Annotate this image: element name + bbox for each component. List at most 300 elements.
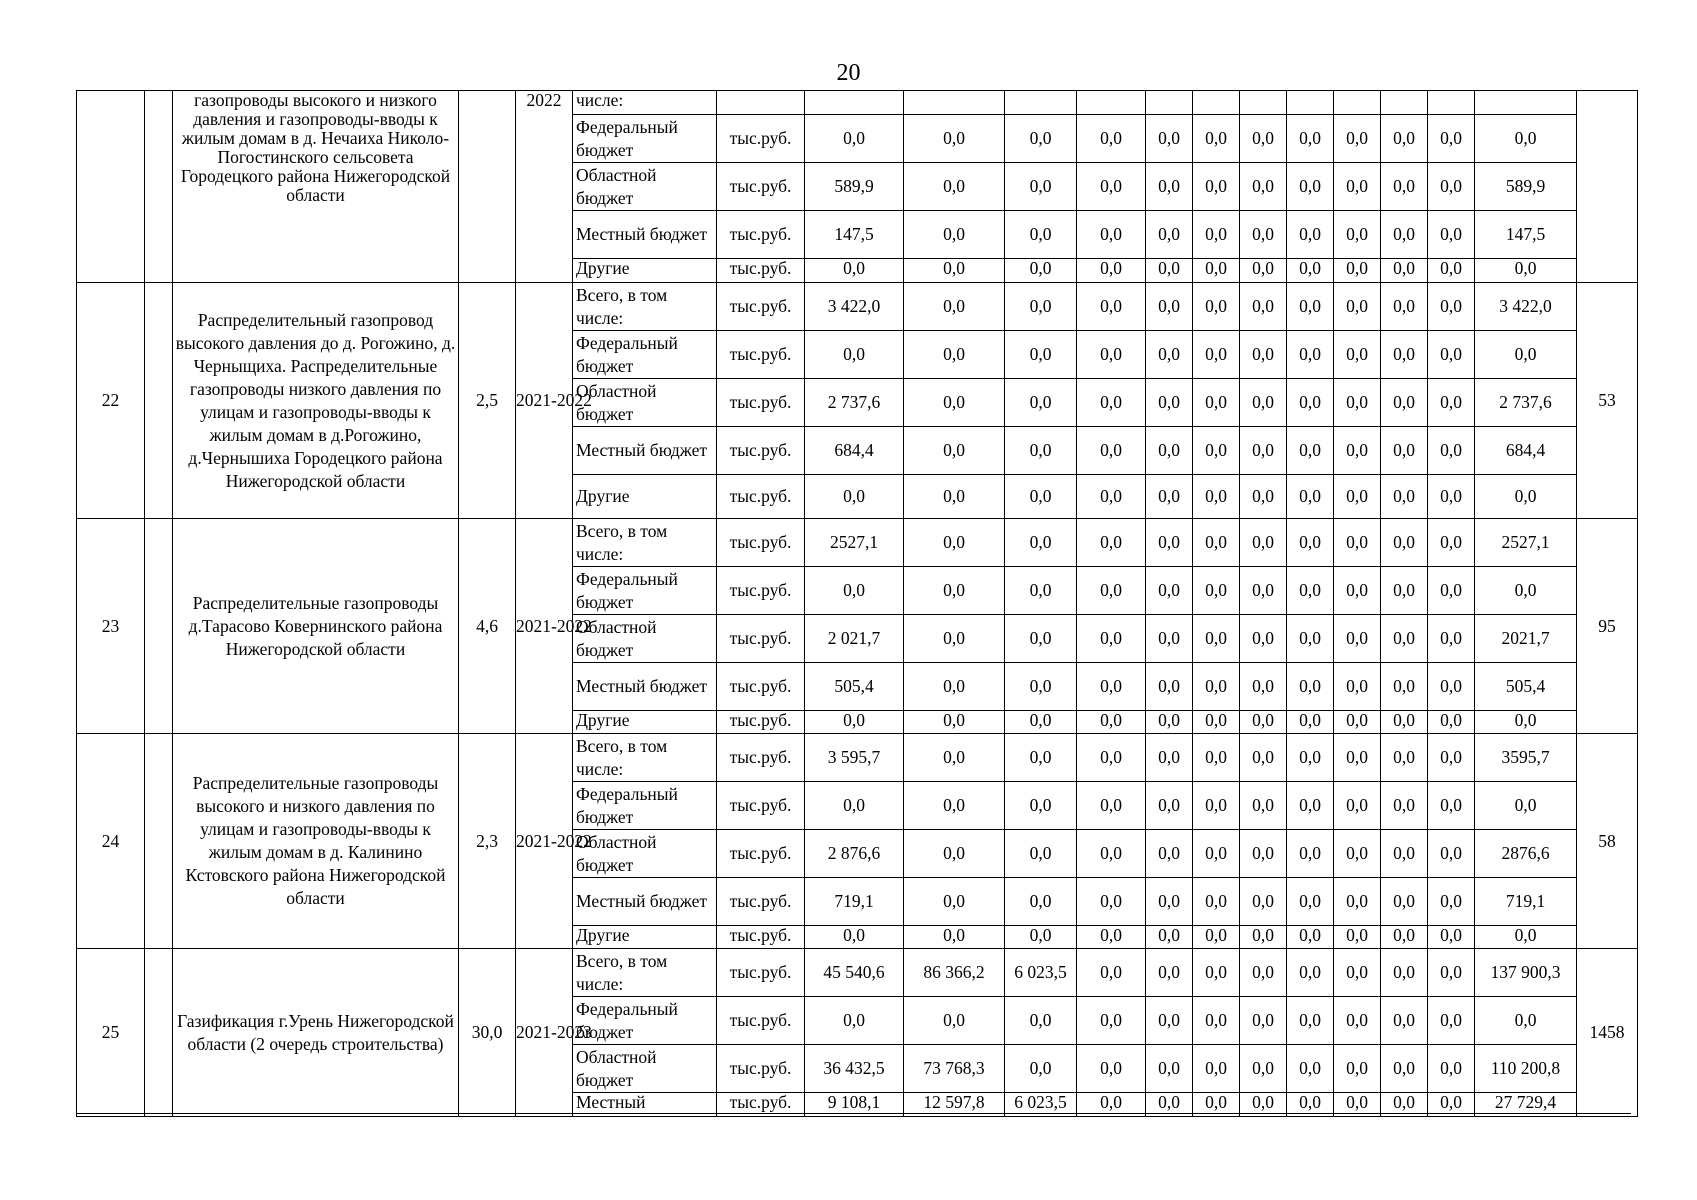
- year-value: 0,0: [1005, 163, 1077, 211]
- funding-source: Областной бюджет: [573, 163, 717, 211]
- year-value: 0,0: [1334, 163, 1381, 211]
- year-value: 3 595,7: [805, 734, 904, 782]
- total-value: 137 900,3: [1475, 949, 1577, 997]
- funding-source: Всего, в том числе:: [573, 283, 717, 331]
- year-value: 0,0: [1240, 878, 1287, 926]
- year-value: 0,0: [1005, 427, 1077, 475]
- year-value: [1077, 91, 1146, 115]
- year-value: 0,0: [1077, 475, 1146, 519]
- year-value: 0,0: [1146, 379, 1193, 427]
- project-participants: 58: [1577, 734, 1638, 949]
- year-value: 0,0: [1287, 949, 1334, 997]
- year-value: 0,0: [1381, 475, 1428, 519]
- year-value: 0,0: [1193, 711, 1240, 734]
- year-value: 2 737,6: [805, 379, 904, 427]
- year-value: 0,0: [1240, 519, 1287, 567]
- year-value: 0,0: [1334, 949, 1381, 997]
- year-value: 0,0: [1287, 283, 1334, 331]
- project-number: 22: [77, 283, 145, 519]
- year-value: 0,0: [1334, 1045, 1381, 1093]
- sub-number-cell: [145, 283, 173, 519]
- year-value: 0,0: [1146, 615, 1193, 663]
- year-value: 0,0: [1287, 663, 1334, 711]
- year-value: 0,0: [1287, 475, 1334, 519]
- year-value: 0,0: [1240, 475, 1287, 519]
- year-value: 0,0: [1077, 997, 1146, 1045]
- year-value: 6 023,5: [1005, 1093, 1077, 1117]
- year-value: 0,0: [904, 711, 1005, 734]
- year-value: 0,0: [1193, 1045, 1240, 1093]
- year-value: 0,0: [1193, 997, 1240, 1045]
- unit-label: тыс.руб.: [717, 949, 805, 997]
- year-value: 0,0: [805, 997, 904, 1045]
- year-value: 0,0: [1287, 1045, 1334, 1093]
- total-value: 2527,1: [1475, 519, 1577, 567]
- total-value: 147,5: [1475, 211, 1577, 259]
- year-value: 0,0: [1193, 782, 1240, 830]
- year-value: 0,0: [1334, 615, 1381, 663]
- year-value: 0,0: [1287, 782, 1334, 830]
- table-row: [77, 283, 1638, 331]
- year-value: 2 876,6: [805, 830, 904, 878]
- year-value: 0,0: [1428, 567, 1475, 615]
- year-value: 0,0: [1240, 211, 1287, 259]
- year-value: 0,0: [1240, 427, 1287, 475]
- project-length: 30,0: [459, 949, 516, 1117]
- project-description: Газификация г.Урень Нижегородской области (2 очередь строительства): [173, 949, 459, 1117]
- total-value: 0,0: [1475, 475, 1577, 519]
- total-value: [1475, 91, 1577, 115]
- year-value: 0,0: [1193, 211, 1240, 259]
- project-number: 23: [77, 519, 145, 734]
- year-value: 0,0: [904, 163, 1005, 211]
- total-value: 3 422,0: [1475, 283, 1577, 331]
- year-value: 0,0: [1077, 926, 1146, 949]
- year-value: 0,0: [1077, 878, 1146, 926]
- year-value: 0,0: [1287, 427, 1334, 475]
- year-value: 36 432,5: [805, 1045, 904, 1093]
- funding-source: Другие: [573, 926, 717, 949]
- unit-label: тыс.руб.: [717, 211, 805, 259]
- year-value: 0,0: [1146, 997, 1193, 1045]
- year-value: 0,0: [1240, 663, 1287, 711]
- year-value: 0,0: [1240, 163, 1287, 211]
- total-value: 684,4: [1475, 427, 1577, 475]
- year-value: 0,0: [1381, 830, 1428, 878]
- year-value: 0,0: [1287, 567, 1334, 615]
- year-value: 0,0: [1381, 663, 1428, 711]
- year-value: 0,0: [1240, 949, 1287, 997]
- total-value: 2 737,6: [1475, 379, 1577, 427]
- project-term: 2021-2022: [516, 283, 573, 519]
- year-value: 0,0: [1287, 379, 1334, 427]
- year-value: 0,0: [1428, 1045, 1475, 1093]
- year-value: 2527,1: [805, 519, 904, 567]
- total-value: 0,0: [1475, 331, 1577, 379]
- unit-label: [717, 91, 805, 115]
- year-value: 0,0: [1381, 331, 1428, 379]
- year-value: 0,0: [1146, 283, 1193, 331]
- unit-label: тыс.руб.: [717, 663, 805, 711]
- unit-label: тыс.руб.: [717, 283, 805, 331]
- year-value: 0,0: [1381, 734, 1428, 782]
- year-value: 0,0: [1005, 211, 1077, 259]
- year-value: 0,0: [904, 615, 1005, 663]
- funding-source: Местный бюджет: [573, 663, 717, 711]
- year-value: 0,0: [1077, 1093, 1146, 1117]
- total-value: 110 200,8: [1475, 1045, 1577, 1093]
- year-value: 0,0: [1077, 379, 1146, 427]
- year-value: 0,0: [1334, 331, 1381, 379]
- year-value: 0,0: [1240, 259, 1287, 283]
- year-value: 0,0: [1005, 711, 1077, 734]
- year-value: 0,0: [1193, 615, 1240, 663]
- year-value: 0,0: [1240, 615, 1287, 663]
- total-value: 0,0: [1475, 259, 1577, 283]
- funding-source: Всего, в том числе:: [573, 949, 717, 997]
- year-value: 0,0: [1005, 115, 1077, 163]
- year-value: 0,0: [1240, 926, 1287, 949]
- year-value: 0,0: [1005, 734, 1077, 782]
- year-value: 0,0: [1428, 379, 1475, 427]
- year-value: 0,0: [1287, 830, 1334, 878]
- year-value: 0,0: [1287, 997, 1334, 1045]
- year-value: 0,0: [1005, 567, 1077, 615]
- year-value: 0,0: [1240, 379, 1287, 427]
- year-value: 0,0: [1428, 475, 1475, 519]
- table-row: [77, 734, 1638, 782]
- year-value: 0,0: [1428, 283, 1475, 331]
- year-value: 0,0: [904, 830, 1005, 878]
- unit-label: тыс.руб.: [717, 259, 805, 283]
- year-value: 719,1: [805, 878, 904, 926]
- year-value: 0,0: [1005, 615, 1077, 663]
- year-value: 0,0: [1146, 1045, 1193, 1093]
- total-value: 719,1: [1475, 878, 1577, 926]
- funding-source: числе:: [573, 91, 717, 115]
- project-description: Распределительные газопроводы высокого и низкого давления по улицам и газопроводы-вводы к жилым домам в д. Калинино Кстовского района Нижегородской области: [173, 734, 459, 949]
- project-length: 4,6: [459, 519, 516, 734]
- total-value: 589,9: [1475, 163, 1577, 211]
- unit-label: тыс.руб.: [717, 711, 805, 734]
- year-value: 0,0: [1193, 331, 1240, 379]
- total-value: 0,0: [1475, 782, 1577, 830]
- project-term: 2021-2022: [516, 519, 573, 734]
- year-value: 0,0: [1193, 475, 1240, 519]
- year-value: 0,0: [1428, 830, 1475, 878]
- year-value: 0,0: [1334, 830, 1381, 878]
- year-value: 73 768,3: [904, 1045, 1005, 1093]
- year-value: 0,0: [1381, 115, 1428, 163]
- year-value: 0,0: [1005, 283, 1077, 331]
- year-value: 0,0: [904, 926, 1005, 949]
- year-value: 0,0: [1193, 830, 1240, 878]
- year-value: 0,0: [904, 427, 1005, 475]
- table-row: [77, 91, 1638, 115]
- year-value: 0,0: [1146, 663, 1193, 711]
- year-value: 0,0: [1334, 1093, 1381, 1117]
- year-value: 0,0: [1381, 283, 1428, 331]
- unit-label: тыс.руб.: [717, 1093, 805, 1117]
- year-value: 0,0: [1146, 830, 1193, 878]
- funding-source: Местный бюджет: [573, 878, 717, 926]
- project-term: 2021-2023: [516, 949, 573, 1117]
- year-value: 0,0: [1334, 878, 1381, 926]
- sub-number-cell: [145, 91, 173, 283]
- year-value: 0,0: [1381, 519, 1428, 567]
- year-value: 0,0: [1381, 567, 1428, 615]
- year-value: 0,0: [1287, 734, 1334, 782]
- unit-label: тыс.руб.: [717, 475, 805, 519]
- unit-label: тыс.руб.: [717, 331, 805, 379]
- year-value: 147,5: [805, 211, 904, 259]
- year-value: 0,0: [1146, 878, 1193, 926]
- year-value: 0,0: [1428, 519, 1475, 567]
- year-value: 86 366,2: [904, 949, 1005, 997]
- year-value: 0,0: [1146, 259, 1193, 283]
- funding-source: Местный бюджет: [573, 427, 717, 475]
- project-term: 2021-2022: [516, 734, 573, 949]
- year-value: 0,0: [805, 926, 904, 949]
- year-value: 0,0: [1077, 163, 1146, 211]
- year-value: 0,0: [1146, 519, 1193, 567]
- year-value: 0,0: [1428, 615, 1475, 663]
- year-value: 0,0: [1146, 115, 1193, 163]
- year-value: [1381, 91, 1428, 115]
- year-value: [1193, 91, 1240, 115]
- year-value: 0,0: [1077, 711, 1146, 734]
- year-value: 0,0: [904, 475, 1005, 519]
- year-value: 0,0: [1193, 379, 1240, 427]
- year-value: 9 108,1: [805, 1093, 904, 1117]
- year-value: 0,0: [1077, 663, 1146, 711]
- year-value: 0,0: [1334, 711, 1381, 734]
- year-value: 0,0: [1334, 782, 1381, 830]
- year-value: 0,0: [1287, 615, 1334, 663]
- year-value: 0,0: [1287, 1093, 1334, 1117]
- year-value: 0,0: [1428, 163, 1475, 211]
- year-value: 0,0: [904, 734, 1005, 782]
- year-value: 0,0: [805, 115, 904, 163]
- year-value: 0,0: [1334, 734, 1381, 782]
- total-value: 2876,6: [1475, 830, 1577, 878]
- year-value: 0,0: [1077, 331, 1146, 379]
- year-value: 0,0: [805, 331, 904, 379]
- year-value: 0,0: [1334, 283, 1381, 331]
- year-value: 0,0: [1240, 782, 1287, 830]
- year-value: 0,0: [1240, 1093, 1287, 1117]
- year-value: 0,0: [1146, 949, 1193, 997]
- sub-number-cell: [145, 949, 173, 1117]
- year-value: 0,0: [1193, 519, 1240, 567]
- year-value: 0,0: [1146, 711, 1193, 734]
- year-value: [1240, 91, 1287, 115]
- year-value: 0,0: [1005, 830, 1077, 878]
- year-value: 0,0: [1381, 711, 1428, 734]
- unit-label: тыс.руб.: [717, 878, 805, 926]
- year-value: [904, 91, 1005, 115]
- year-value: 0,0: [1287, 163, 1334, 211]
- unit-label: тыс.руб.: [717, 926, 805, 949]
- year-value: [1428, 91, 1475, 115]
- year-value: 0,0: [1240, 734, 1287, 782]
- year-value: 0,0: [1381, 1045, 1428, 1093]
- year-value: 45 540,6: [805, 949, 904, 997]
- year-value: 0,0: [1240, 567, 1287, 615]
- year-value: 0,0: [1193, 283, 1240, 331]
- year-value: 0,0: [904, 211, 1005, 259]
- year-value: 0,0: [1334, 379, 1381, 427]
- year-value: 12 597,8: [904, 1093, 1005, 1117]
- year-value: 0,0: [1240, 830, 1287, 878]
- year-value: 0,0: [1287, 926, 1334, 949]
- year-value: 0,0: [1428, 1093, 1475, 1117]
- funding-source: Федеральный бюджет: [573, 782, 717, 830]
- funding-source: Областной бюджет: [573, 615, 717, 663]
- total-value: 2021,7: [1475, 615, 1577, 663]
- year-value: 0,0: [1334, 211, 1381, 259]
- year-value: 589,9: [805, 163, 904, 211]
- year-value: 0,0: [1005, 997, 1077, 1045]
- funding-source: Областной бюджет: [573, 830, 717, 878]
- year-value: 0,0: [1287, 211, 1334, 259]
- year-value: 0,0: [1146, 163, 1193, 211]
- year-value: 0,0: [1005, 519, 1077, 567]
- year-value: 0,0: [1146, 926, 1193, 949]
- unit-label: тыс.руб.: [717, 830, 805, 878]
- year-value: 0,0: [1146, 1093, 1193, 1117]
- year-value: 0,0: [1240, 115, 1287, 163]
- year-value: [1287, 91, 1334, 115]
- year-value: 0,0: [904, 379, 1005, 427]
- year-value: 0,0: [1240, 283, 1287, 331]
- year-value: 0,0: [1005, 782, 1077, 830]
- year-value: 0,0: [1077, 211, 1146, 259]
- year-value: 0,0: [1146, 567, 1193, 615]
- year-value: [1334, 91, 1381, 115]
- sub-number-cell: [145, 734, 173, 949]
- funding-source: Местный бюджет: [573, 211, 717, 259]
- year-value: 0,0: [1381, 878, 1428, 926]
- total-value: 0,0: [1475, 997, 1577, 1045]
- year-value: 0,0: [1381, 259, 1428, 283]
- year-value: 0,0: [1287, 711, 1334, 734]
- project-length: 2,3: [459, 734, 516, 949]
- total-value: 27 729,4: [1475, 1093, 1577, 1117]
- funding-source: Федеральный бюджет: [573, 115, 717, 163]
- year-value: 0,0: [904, 567, 1005, 615]
- year-value: 0,0: [904, 782, 1005, 830]
- year-value: 0,0: [1381, 615, 1428, 663]
- year-value: 0,0: [1334, 663, 1381, 711]
- table-row: [77, 519, 1638, 567]
- year-value: 0,0: [1193, 663, 1240, 711]
- year-value: 0,0: [1428, 259, 1475, 283]
- year-value: 0,0: [1334, 259, 1381, 283]
- year-value: 0,0: [805, 782, 904, 830]
- funding-source: Другие: [573, 259, 717, 283]
- year-value: 0,0: [1077, 830, 1146, 878]
- project-length: 2,5: [459, 283, 516, 519]
- year-value: 0,0: [1381, 163, 1428, 211]
- funding-source: Областной бюджет: [573, 1045, 717, 1093]
- year-value: 0,0: [1287, 331, 1334, 379]
- unit-label: тыс.руб.: [717, 427, 805, 475]
- year-value: 0,0: [1193, 115, 1240, 163]
- project-number: 24: [77, 734, 145, 949]
- year-value: 0,0: [1146, 211, 1193, 259]
- year-value: [1005, 91, 1077, 115]
- table-row: [77, 949, 1638, 997]
- project-description: газопроводы высокого и низкого давления и газопроводы-вводы к жилым домам в д. Нечаиха Николо-Погостинского сельсовета Городецкого района Нижегородской области: [173, 91, 459, 283]
- funding-source: Другие: [573, 475, 717, 519]
- page-number: 20: [836, 60, 861, 86]
- year-value: 0,0: [1428, 949, 1475, 997]
- project-participants: [1577, 91, 1638, 283]
- unit-label: тыс.руб.: [717, 1045, 805, 1093]
- year-value: 0,0: [1005, 1045, 1077, 1093]
- year-value: 0,0: [1428, 878, 1475, 926]
- year-value: 0,0: [1240, 1045, 1287, 1093]
- year-value: 0,0: [1381, 1093, 1428, 1117]
- year-value: 0,0: [1077, 615, 1146, 663]
- year-value: 0,0: [1077, 259, 1146, 283]
- year-value: 0,0: [1334, 567, 1381, 615]
- year-value: 0,0: [1240, 997, 1287, 1045]
- funding-source: Другие: [573, 711, 717, 734]
- total-value: 505,4: [1475, 663, 1577, 711]
- year-value: 0,0: [1334, 427, 1381, 475]
- unit-label: тыс.руб.: [717, 115, 805, 163]
- year-value: 0,0: [904, 115, 1005, 163]
- year-value: 0,0: [1428, 663, 1475, 711]
- year-value: 0,0: [805, 711, 904, 734]
- sub-number-cell: [145, 519, 173, 734]
- year-value: [805, 91, 904, 115]
- year-value: 0,0: [1077, 115, 1146, 163]
- project-length: [459, 91, 516, 283]
- year-value: 0,0: [1005, 331, 1077, 379]
- year-value: 0,0: [1334, 475, 1381, 519]
- year-value: 0,0: [1077, 1045, 1146, 1093]
- year-value: 0,0: [1193, 734, 1240, 782]
- year-value: 0,0: [904, 663, 1005, 711]
- year-value: 0,0: [1428, 115, 1475, 163]
- year-value: 0,0: [1005, 379, 1077, 427]
- year-value: 0,0: [1240, 331, 1287, 379]
- project-number: 25: [77, 949, 145, 1117]
- year-value: 0,0: [1334, 519, 1381, 567]
- year-value: 0,0: [1428, 211, 1475, 259]
- year-value: 0,0: [1381, 782, 1428, 830]
- year-value: 0,0: [1077, 734, 1146, 782]
- year-value: 0,0: [1193, 163, 1240, 211]
- project-participants: 53: [1577, 283, 1638, 519]
- unit-label: тыс.руб.: [717, 519, 805, 567]
- year-value: 0,0: [1381, 379, 1428, 427]
- total-value: 0,0: [1475, 926, 1577, 949]
- year-value: 0,0: [904, 331, 1005, 379]
- year-value: 0,0: [805, 567, 904, 615]
- year-value: 0,0: [1005, 475, 1077, 519]
- funding-source: Федеральный бюджет: [573, 567, 717, 615]
- funding-source: Областной бюджет: [573, 379, 717, 427]
- year-value: 0,0: [1428, 711, 1475, 734]
- year-value: 0,0: [1005, 926, 1077, 949]
- project-participants: 1458: [1577, 949, 1638, 1117]
- year-value: 0,0: [1334, 115, 1381, 163]
- year-value: 0,0: [1428, 734, 1475, 782]
